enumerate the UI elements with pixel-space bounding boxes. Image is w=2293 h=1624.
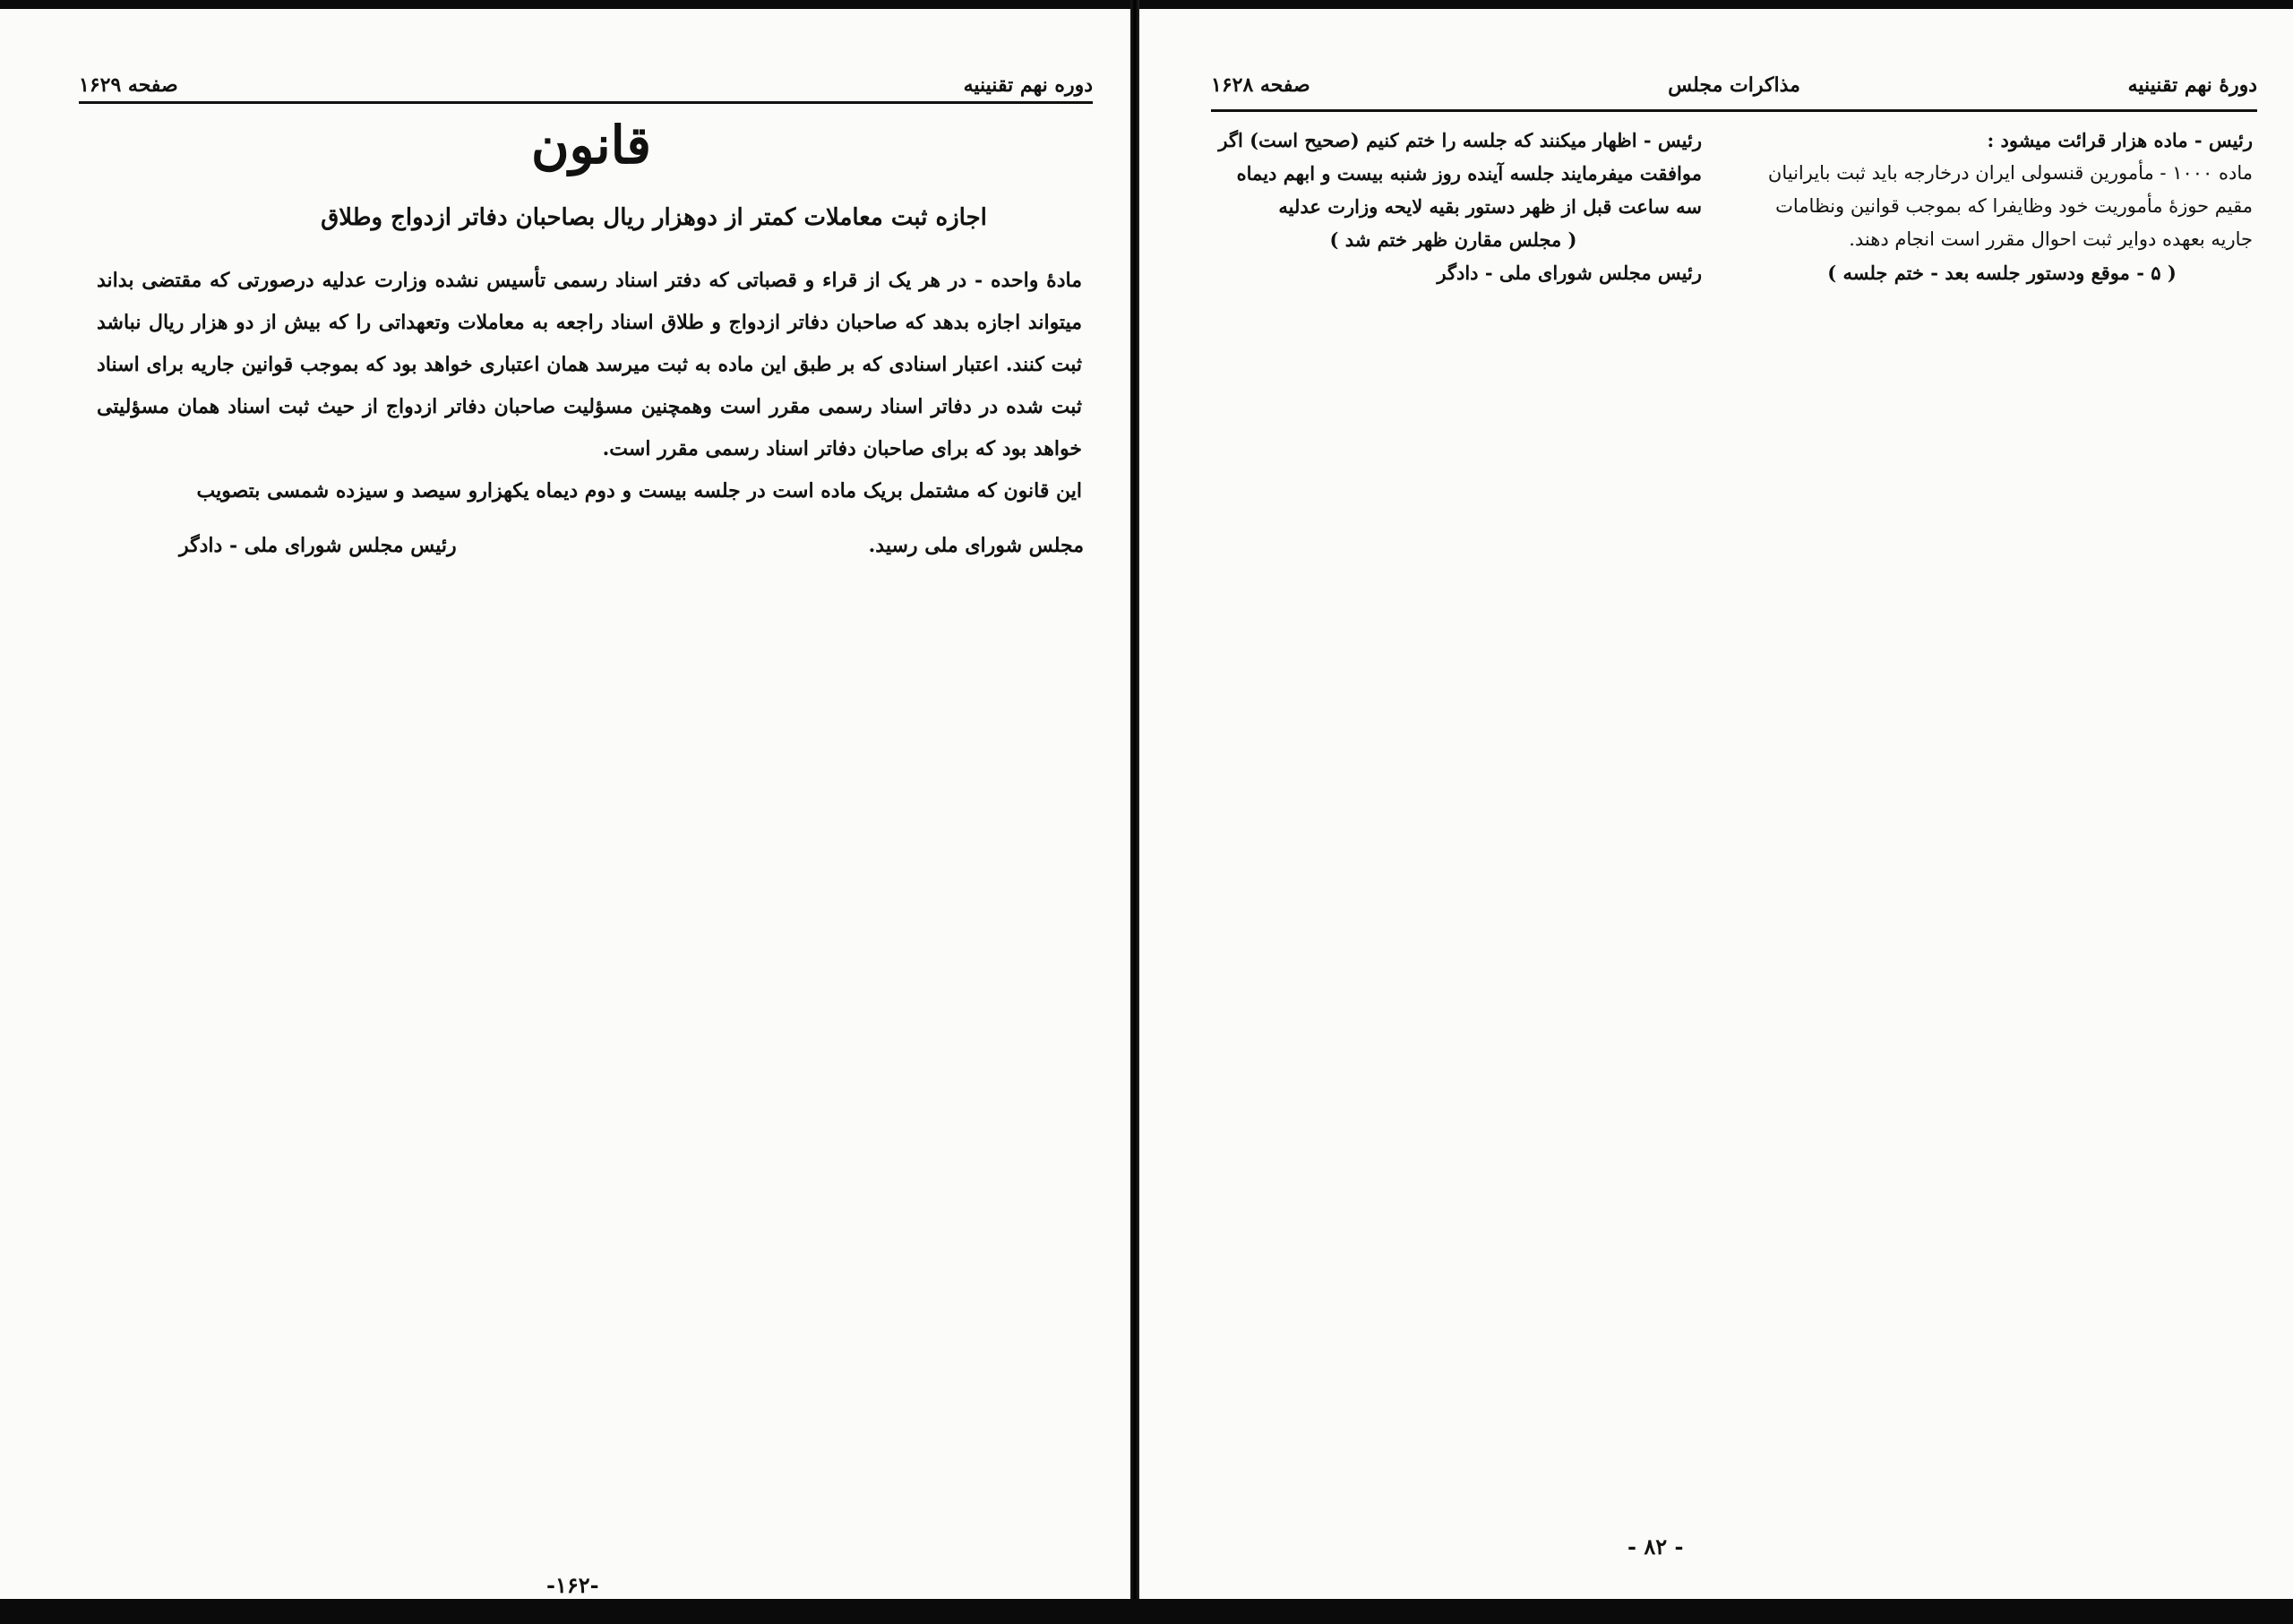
right-header-volume: دورهٔ نهم تقنینیه <box>2127 73 2257 97</box>
bottom-edge <box>0 1599 2293 1624</box>
left-column-note: ( مجلس مقارن ظهر ختم شد ) <box>1329 228 1577 251</box>
right-column-section-note: ( ۵ - موقع ودستور جلسه بعد - ختم جلسه ) <box>1827 262 2177 284</box>
right-page-number: - ۸۲ - <box>1627 1534 1684 1560</box>
right-header-title: مذاکرات مجلس <box>1668 73 1800 97</box>
right-page-header <box>1211 61 2257 97</box>
law-signature: رئیس مجلس شورای ملی - دادگر <box>179 534 457 557</box>
law-approval: این قانون که مشتمل بریک ماده است در جلسه بیست و دوم دیماه یکهزارو سیصد و سیزده شمسی بتصویب <box>196 479 1082 503</box>
law-subtitle: اجازه ثبت معاملات کمتر از دوهزار ریال بصاحبان دفاتر ازدواج وطلاق <box>321 204 987 231</box>
right-column-line: رئیس - ماده هزار قرائت میشود : <box>1987 129 2253 151</box>
law-article: مادهٔ واحده - در هر یک از قراء و قصباتی که دفتر اسناد رسمی تأسیس نشده وزارت عدلیه درصورتی که مقتضی بداند میتواند اجازه بدهد که صاحبان دفاتر ازدواج و طلاق اسناد راجعه به معاملات وتعهداتی را که بیش از دو هزار ریال نباشد ثبت کنند. اعتبار اسنادی که بر طبق این ماده به ثبت میرسد همان اعتباری خواهد بود که بموجب قوانین جاریه برای اسناد ثبت شده در دفاتر اسناد رسمی مقرر است وهمچنین مسؤلیت صاحبان دفاتر ازدواج از حیث ثبت اسناد همان مسؤلیتی خواهد بود که برای صاحبان دفاتر اسناد رسمی مقرر است. <box>97 269 1082 460</box>
right-column <box>1751 124 2253 289</box>
left-header-volume: دوره نهم تقنینیه <box>963 73 1093 97</box>
left-column <box>1205 124 1702 289</box>
left-header-rule <box>79 101 1093 104</box>
right-header-page-label: صفحه ۱۶۲۸ <box>1211 73 1310 97</box>
left-column-signature: رئیس مجلس شورای ملی - دادگر <box>1437 262 1702 284</box>
law-closing: مجلس شورای ملی رسید. <box>868 534 1084 557</box>
left-column-text: رئیس - اظهار میکنند که جلسه را ختم کنیم (صحیح است) اگر موافقت میفرمایند جلسه آینده روز شنبه بیست و ابهم دیماه سه ساعت قبل از ظهر دستور بقیه لایحه وزارت عدلیه <box>1218 129 1702 218</box>
left-page <box>0 9 1130 1599</box>
right-header-rule <box>1211 109 2257 112</box>
left-page-header <box>79 61 1093 97</box>
book-gutter <box>1130 0 1139 1624</box>
law-title: قانون <box>530 115 652 176</box>
right-column-article: ماده ۱۰۰۰ - مأمورین قنسولی ایران درخارجه باید ثبت بایرانیان مقیم حوزهٔ مأموریت خود وظایفرا که بموجب قوانین ونظامات جاریه بعهده دوایر ثبت احوال مقرر است انجام دهند. <box>1767 162 2253 250</box>
left-header-page-label: صفحه ۱۶۲۹ <box>79 73 178 97</box>
law-body <box>97 260 1082 512</box>
law-signature-row <box>179 534 1084 557</box>
right-page <box>1139 9 2293 1603</box>
left-page-number: -۱۶۲- <box>546 1572 599 1598</box>
